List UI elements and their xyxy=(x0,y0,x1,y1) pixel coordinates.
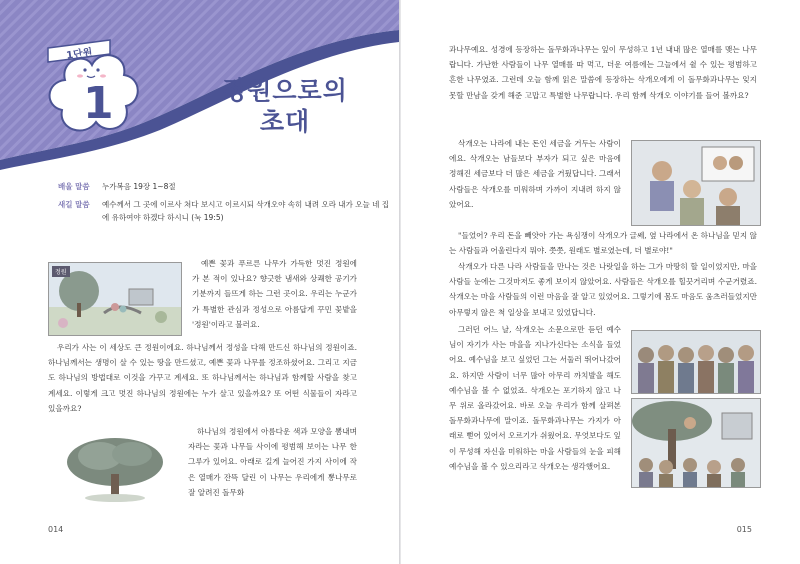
paragraph: 그러던 어느 날, 삭개오는 소문으로만 듣던 예수님이 자기가 사는 마을을 지나가신다는 소식을 들었어요. 예수님을 보고 싶었던 그는 서둘러 뛰어나갔어요. 하지만 사람이 너무 많아 아무리 까치발을 해도 예수님을 볼 수 없었죠. 삭개오는 포기하지 않고 나무 위로 올라갔어요. 바로 오늘 우리가 함께 살펴본 돌무화과나무에 말이죠. 돌무화과나무는 가지가 아래로 뻗어 있어서 오르기가 쉬웠어요. 무엇보다도 잎이 무성해 자신을 미워하는 마을 사람들의 눈을 피해 예수님을 볼 수 있으리라고 삭개오는 생각했어요. xyxy=(449,325,621,471)
sycamore-illustration xyxy=(631,398,761,488)
paragraph: 삭개오는 나라에 내는 돈인 세금을 거두는 사람이에요. 삭개오는 남들보다 부자가 되고 싶은 마음에 정해진 세금보다 더 많은 세금을 거뒀답니다. 그래서 사람들은 삭개오를 미워하며 가까이 지내려 하지 않았어요. xyxy=(449,139,621,209)
crowd-illustration xyxy=(631,330,761,394)
page-number: 014 xyxy=(48,525,64,534)
meta-value: 누가복음 19장 1~8절 xyxy=(102,182,176,191)
page-title xyxy=(210,75,360,137)
fig-tree-continued-paragraph xyxy=(449,42,757,103)
garden-illustration xyxy=(48,262,182,336)
paragraph: 우리가 사는 이 세상도 큰 정원이에요. 하나님께서 정성을 다해 만드신 하나님의 정원이죠. 하나님께서는 생명이 살 수 있는 땅을 만드셨고, 예쁜 꽃과 나무를 정조하셨어요. 그리고 지금도 하나님의 방법대로 이것을 가꾸고 계세요. 또 하나님께서는 하나님과 함께할 사람을 찾고 계세요. 이렇게 크고 멋진 하나님의 정원에는 누가 살고 있을까요? 또 어떤 식물들이 자라고 있을까요? xyxy=(48,343,357,413)
meta-label: 배울 말씀 xyxy=(58,182,90,191)
paragraph: "들었어? 우리 돈을 빼앗아 가는 욕심쟁이 삭개오가 글쎄, 옆 나라에서 온 하나님을 믿지 않는 사람들과 어울린다지 뭐야. 쯧쯧, 원래도 별로였는데, 더 별로야!" xyxy=(449,231,757,256)
unit-label: 1단원 xyxy=(65,47,94,62)
meta-value: 예수께서 그 곳에 이르사 쳐다 보시고 이르시되 삭개오야 속히 내려 오라 내가 오늘 네 집에 유하여야 하겠다 하시니 (눅 19:5) xyxy=(102,200,389,222)
world-garden-paragraph xyxy=(48,340,357,416)
paragraph: 삭개오가 다른 나라 사람들을 만나는 것은 나랏일을 하는 그가 마땅히 할 일이었지만, 마을 사람들 눈에는 그것마저도 좋게 보이지 않았어요. 사람들은 삭개오를 힐끗거리며 수군거렸죠. 삭개오는 마을 사람들의 이런 마음을 잘 알고 있었어요. 그렇기에 몸도 마음도 움츠러들었지만 아무렇지 않은 척 일상을 보내고 있었답니다. xyxy=(449,262,757,317)
tree-illustration xyxy=(60,434,170,502)
zacchaeus-illustration xyxy=(631,140,761,226)
title-line-2: 초대 xyxy=(259,107,311,136)
garden-tag: 정원 xyxy=(52,266,70,277)
rumor-paragraph xyxy=(449,228,757,258)
fig-tree-paragraph xyxy=(188,424,357,500)
unit-number: 1 xyxy=(83,78,114,129)
paragraph: 과나무예요. 성경에 등장하는 돌무화과나무는 잎이 무성하고 1년 내내 많은 열매를 맺는 나무랍니다. 가난한 사람들이 나무 열매를 따 먹고, 더운 여름에는 그늘에서 쉴 수 있는 평범하고 흔한 나무였죠. 그런데 오늘 함께 읽은 말씀에 등장하는 삭개오에게 이 돌무화과나무는 잊지 못할 만남을 갖게 해준 고맙고 특별한 나무랍니다. 우리 함께 삭개오 이야기를 들어 볼까요? xyxy=(449,45,757,100)
climbing-tree-paragraph xyxy=(449,322,621,474)
left-page xyxy=(0,0,399,564)
right-page xyxy=(401,0,800,564)
paragraph: 하나님의 정원에서 아름다운 색과 모양을 뽐내며 자라는 꽃과 나무들 사이에 평범해 보이는 나무 한 그루가 있어요. 아래로 길게 늘어진 가지 사이에 작은 열매가 잔뜩 달린 이 나무는 우리에게 뽕나무로 잘 알려진 돌무화 xyxy=(188,427,357,497)
paragraph: 예쁜 꽃과 푸르른 나무가 가득한 멋진 정원에 가 본 적이 있나요? 향긋한 냄새와 상쾌한 공기가 기분까지 들뜨게 하는 그런 곳이요. 우리는 누군가가 특별한 관심과 정성으로 아름답게 꾸민 꽃밭을 '정원'이라고 불러요. xyxy=(192,259,357,329)
tax-collector-paragraph xyxy=(449,136,621,212)
page-number: 015 xyxy=(736,525,752,534)
title-line-1: 정원으로의 xyxy=(222,76,348,105)
intro-paragraph xyxy=(192,256,357,332)
meta-label: 새길 말씀 xyxy=(58,200,90,209)
foreigners-paragraph xyxy=(449,259,757,320)
